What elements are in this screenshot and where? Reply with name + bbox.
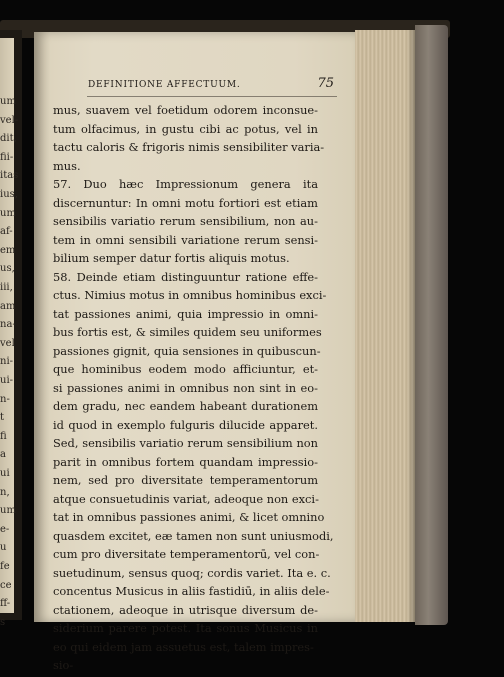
text-line: cum pro diversitate temperamentorū, vel con-	[53, 547, 320, 561]
page-number: 75	[317, 76, 334, 91]
facing-page-fragment: fii-	[0, 151, 14, 163]
facing-page-fragment: ui	[0, 468, 10, 479]
facing-page-fragment: vel-	[0, 114, 19, 126]
text-line: quasdem excitet, eæ tamen non sunt uniusmodi,	[53, 528, 334, 543]
page-text	[53, 76, 334, 675]
book-cover-right	[415, 25, 448, 625]
facing-page-fragment: t	[0, 412, 5, 424]
facing-page-fragment: dit,	[0, 133, 17, 145]
header-rule	[87, 96, 337, 97]
text-line: tactu caloris & frigoris nimis sensibiliter varia-	[53, 140, 325, 154]
text-line: 58. Deinde etiam distinguuntur ratione effe-	[53, 269, 318, 284]
facing-page-fragment: a	[0, 449, 6, 461]
facing-page-fragment: am	[0, 300, 16, 312]
text-line: tem in omni sensibili variatione rerum sensi-	[53, 232, 318, 247]
text-line: mus.	[53, 158, 81, 173]
text-line: ctus. Nimius motus in omnibus hominibus exci-	[53, 288, 327, 302]
facing-page-fragment: um	[0, 96, 16, 107]
text-line: sensibilis variatio rerum sensibilium, non au-	[53, 214, 318, 228]
facing-page-fragment: fi	[0, 430, 7, 442]
text-line: concentus Musicus in aliis fastidiū, in aliis dele-	[53, 584, 330, 598]
body-text	[53, 101, 334, 656]
facing-page-fragment: us,	[0, 263, 15, 275]
text-line: mus, suavem vel foetidum odorem inconsue-	[53, 103, 318, 117]
running-header	[88, 76, 334, 94]
text-line: que hominibus eodem modo afficiuntur, et-	[53, 362, 318, 376]
text-line: si passiones animi in omnibus non sint in eo-	[53, 380, 318, 395]
text-line: bilium semper datur fortis aliquis motus.	[53, 251, 290, 265]
facing-page	[0, 38, 19, 628]
facing-page-fragment: ce	[0, 579, 12, 591]
text-line: eo qui eidem jam assuetus est, talem impres-	[53, 639, 314, 654]
facing-page-fragment: iii,	[0, 282, 13, 293]
facing-page-fragment: ff-	[0, 598, 11, 610]
text-line: dem gradu, nec eandem habeant durationem	[53, 399, 318, 413]
facing-page-fragment: itas	[0, 170, 19, 182]
text-line: parit in omnibus fortem quandam impressio-	[53, 454, 318, 469]
text-line: tat passiones animi, quia impressio in omni-	[53, 306, 318, 321]
facing-page-fragment: e-	[0, 523, 10, 535]
facing-page-fragment: ni-	[0, 356, 14, 368]
text-line: tat in omnibus passiones animi, & licet omnino	[53, 510, 325, 524]
facing-page-fragment: em	[0, 244, 16, 256]
text-line: ctationem, adeoque in utrisque diversum de-	[53, 602, 318, 617]
facing-page-fragment: um	[0, 207, 16, 219]
facing-page-fragment: na-	[0, 319, 16, 331]
facing-page-fragment: um	[0, 505, 16, 517]
facing-page-fragment: fe	[0, 561, 10, 572]
text-line: tum olfacimus, in gustu cibi ac potus, vel in	[53, 121, 318, 136]
text-line: suetudinum, sensus quoq; cordis variet. Ita e. c.	[53, 565, 331, 580]
text-line: passiones gignit, quia sensiones in quibuscun-	[53, 343, 321, 358]
text-line: 57. Duo hæc Impressionum genera ita	[53, 177, 318, 191]
catchword: sio-	[53, 658, 74, 672]
facing-page-fragment: s	[0, 616, 6, 628]
text-line: nem, sed pro diversitate temperamentorum	[53, 473, 318, 487]
text-line: bus fortis est, & similes quidem seu uniformes	[53, 325, 322, 339]
running-title: DEFINITIONE AFFECTUUM.	[88, 80, 241, 90]
text-line: discernuntur: In omni motu fortiori est etiam	[53, 195, 318, 210]
text-line: atque consuetudinis variat, adeoque non exci-	[53, 491, 319, 506]
facing-page-fragment: af-	[0, 226, 13, 238]
facing-page-fragment: ius,	[0, 189, 18, 200]
text-line: siderium parere potest. Ita sonus Musicus in	[53, 621, 318, 635]
page-edges	[355, 30, 417, 622]
facing-page-fragment: n-	[0, 393, 10, 405]
text-line: Sed, sensibilis variatio rerum sensibilium non	[53, 436, 318, 450]
text-line: id quod in exemplo fulguris dilucide apparet.	[53, 417, 318, 432]
facing-page-fragment: n,	[0, 486, 10, 498]
facing-page-fragment: ui-	[0, 375, 14, 386]
facing-page-fragment: vel	[0, 337, 15, 349]
facing-page-fragment: u	[0, 542, 7, 554]
